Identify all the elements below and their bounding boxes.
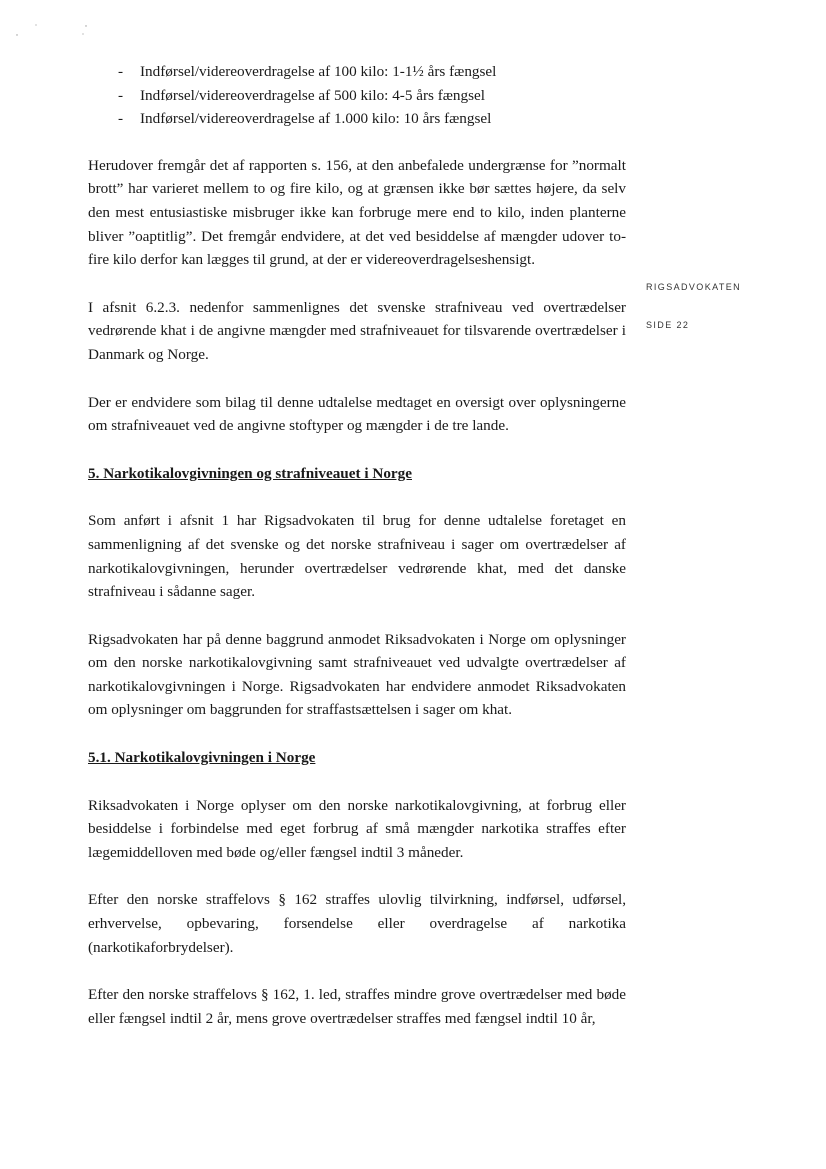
list-item xyxy=(88,60,626,84)
organization-label: RIGSADVOKATEN xyxy=(646,282,742,292)
list-item xyxy=(88,107,626,131)
scan-specks xyxy=(14,20,94,44)
bullet-dash: - xyxy=(118,63,124,80)
paragraph-afsnit-6-2-3: I afsnit 6.2.3. nedenfor sammenlignes det svenske strafniveau ved overtrædelser vedrørende khat i de angivne mængder med strafniveauet for tilsvarende overtrædelser i Danmark og Norge. xyxy=(88,298,626,363)
paragraph-bilag: Der er endvidere som bilag til denne udtalelse medtaget en oversigt over oplysningerne om strafniveauet ved de angivne stoftyper og mængder i de tre lande. xyxy=(88,393,626,435)
page-number: SIDE 22 xyxy=(646,320,690,330)
section-heading-5-1: 5.1. Narkotikalovgivningen i Norge xyxy=(88,749,316,767)
section-heading-5: 5. Narkotikalovgivningen og strafniveauet i Norge xyxy=(88,464,412,482)
document-body xyxy=(88,60,626,1054)
list-item-text: Indførsel/videreoverdragelse af 500 kilo: 4-5 års fængsel xyxy=(140,86,485,104)
list-item-text: Indførsel/videreoverdragelse af 100 kilo: 1-1½ års fængsel xyxy=(140,63,497,80)
paragraph-sammenligning: Som anført i afsnit 1 har Rigsadvokaten til brug for denne udtalelse foretaget en sammenligning af det svenske og det norske strafniveau i sager om overtrædelser af narkotikalovgivningen, herunder overtrædelser vedrørende khat, med det danske strafniveau i sådanne sager. xyxy=(88,512,626,601)
sentence-list xyxy=(88,60,626,131)
paragraph-laegemiddelloven: Riksadvokaten i Norge oplyser om den norske narkotikalovgivning, at forbrug eller besiddelse i forbindelse med eget forbrug af små mængder narkotika straffes efter lægemiddelloven med bøde og/eller fængsel indtil 3 måneder. xyxy=(88,796,626,861)
bullet-dash: - xyxy=(118,86,124,104)
paragraph-undergraense: Herudover fremgår det af rapporten s. 156, at den anbefalede undergrænse for ”normalt brott” har varieret mellem to og fire kilo, og at grænsen ikke bør sættes højere, da selv den mest entusiastiske misbruger ikke kan forbruge mere end to kilo, inden planterne bliver ”oaptitlig”. Det fremgår endvidere, at det ved besiddelse af mængder udover to-fire kilo derfor kan lægges til grund, at der er videreoverdragelseshensigt. xyxy=(88,156,626,269)
paragraph-straffelov-162-1-led: Efter den norske straffelovs § 162, 1. led, straffes mindre grove overtrædelser med bøde eller fængsel indtil 2 år, mens grove overtrædelser straffes med fængsel indtil 10 år, xyxy=(88,986,626,1027)
list-item xyxy=(88,84,626,108)
paragraph-anmodning: Rigsadvokaten har på denne baggrund anmodet Riksadvokaten i Norge om oplysninger om den norske narkotikalovgivning samt strafniveauet ved udvalgte overtrædelser af narkotikalovgivningen i Norge. Rigsadvokaten har endvidere anmodet Riksadvokaten om oplysninger om baggrunden for straffastsættelsen i sager om khat. xyxy=(88,630,626,719)
paragraph-straffelov-162: Efter den norske straffelovs § 162 straffes ulovlig tilvirkning, indførsel, udførsel, erhvervelse, opbevaring, forsendelse eller overdragelse af narkotika (narkotikaforbrydelser). xyxy=(88,891,626,956)
list-item-text: Indførsel/videreoverdragelse af 1.000 kilo: 10 års fængsel xyxy=(140,110,492,128)
bullet-dash: - xyxy=(118,110,124,128)
